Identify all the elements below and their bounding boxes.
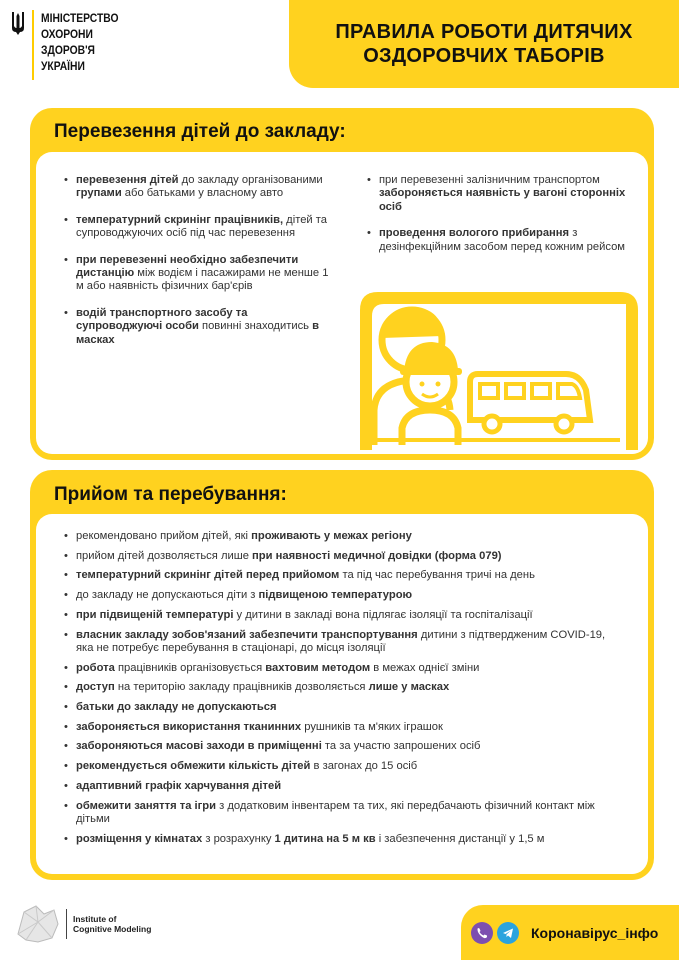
list-item (60, 681, 620, 694)
bus-children-illustration (350, 290, 640, 450)
list-item-text: температурний скринінг працівників, (76, 213, 284, 226)
list-item (60, 569, 620, 582)
list-item-text: проведення вологого прибирання (379, 227, 570, 240)
ministry-logo (10, 10, 131, 80)
list-item-text: водій транспортного засобу та супроводжуючі особи (76, 306, 248, 333)
list-item-text: при перевезенні залізничним транспортом (379, 174, 600, 186)
list-item (60, 609, 620, 622)
list-item-text: розміщення у кімнатах (76, 832, 203, 845)
list-item (60, 254, 330, 294)
icm-line: Cognitive Modeling (73, 924, 152, 934)
icm-mark-icon (14, 902, 62, 946)
list-item-text: з додатковим інвентарем та тих, які передбачають фізичний контакт між дітьми (76, 799, 595, 825)
list-item-text: обмежити заняття та ігри (76, 799, 217, 812)
list-item-text: та під час перебування тричі на день (339, 569, 535, 582)
channel-name[interactable]: Коронавірус_інфо (531, 924, 659, 941)
list-item-text: дітей та супроводжуючих осіб під час перевезення (76, 213, 327, 240)
stay-heading: Прийом та перебування: (54, 484, 287, 505)
ministry-line: УКРАЇНИ (41, 59, 85, 73)
list-item (60, 307, 330, 347)
transport-list-left (60, 174, 330, 360)
list-item-text: адаптивний графік харчування дітей (76, 779, 282, 792)
ministry-line: МІНІСТЕРСТВО (41, 11, 119, 25)
page-title (289, 0, 679, 88)
list-item (60, 214, 330, 241)
list-item-text: проживають у межах регіону (251, 530, 412, 542)
icm-name (73, 914, 151, 934)
list-item-text: у дитини в закладі вона підлягає ізоляції та госпіталізації (233, 608, 533, 621)
list-item (60, 800, 620, 827)
ministry-name (41, 10, 119, 80)
list-item-text: або батьками у власному авто (121, 187, 284, 200)
list-item-text: при наявності медичної довідки (форма 079) (252, 549, 502, 562)
list-item-text: рекомендується обмежити кількість дітей (76, 760, 311, 773)
list-item-text: повинні знаходитись (198, 320, 313, 333)
list-item (60, 701, 620, 714)
list-item-text: при перевезенні необхідно забезпечити дистанцію (76, 253, 299, 280)
list-item-text: в загонах до 15 осіб (310, 760, 418, 773)
ministry-line: ОХОРОНИ (41, 27, 93, 41)
transport-heading: Перевезення дітей до закладу: (54, 121, 346, 142)
list-item-text: на територію закладу працівників дозволяється (114, 681, 369, 694)
list-item-text: доступ (76, 681, 115, 694)
list-item (60, 780, 620, 793)
transport-list-right (363, 174, 633, 267)
footer-channel (461, 905, 679, 960)
list-item-text: забороняється наявність у вагоні сторонніх осіб (379, 187, 626, 213)
list-item (60, 589, 620, 602)
list-item-text: до закладу не допускаються діти з (76, 589, 259, 602)
list-item-text: при підвищеній температурі (76, 608, 234, 621)
list-item-text: власник закладу зобов'язаний забезпечити транспортування (76, 628, 418, 641)
icm-logo (14, 902, 151, 946)
title-line: ПРАВИЛА РОБОТИ ДИТЯЧИХ (335, 21, 633, 43)
list-item-text: між водієм і пасажирами не менше 1 м або наявність фізичних бар'єрів (76, 267, 329, 293)
list-item (60, 833, 620, 846)
list-item-text: 1 дитина на 5 м кв (274, 832, 376, 845)
list-item-text: перевезення дітей (76, 174, 179, 186)
list-item-text: температурний скринінг дітей перед прийомом (76, 569, 340, 582)
viber-icon[interactable] (471, 922, 493, 944)
list-item-text: і забезпечення дистанції у 1,5 м (375, 832, 545, 845)
list-item (60, 662, 620, 675)
list-item-text: в межах однієї зміни (370, 661, 480, 674)
ministry-line: ЗДОРОВ'Я (41, 43, 95, 57)
telegram-icon[interactable] (497, 922, 519, 944)
stay-list (60, 530, 620, 852)
list-item (60, 550, 620, 563)
list-item-text: рекомендовано прийом дітей, які (76, 530, 252, 542)
list-item (60, 740, 620, 753)
list-item-text: працівників організовується (114, 661, 266, 674)
list-item-text: з дезінфекційним засобом перед кожним рейсом (379, 227, 625, 253)
list-item (363, 227, 633, 254)
list-item-text: прийом дітей дозволяється лише (76, 549, 253, 562)
list-item-text: до закладу організованими (178, 174, 323, 186)
list-item (60, 174, 330, 201)
title-line: ОЗДОРОВЧИХ ТАБОРІВ (363, 45, 605, 67)
list-item-text: забороняються масові заходи в приміщенні (76, 740, 322, 753)
trident-icon (10, 10, 26, 36)
list-item-text: підвищеною температурою (258, 589, 413, 602)
list-item-text: дитини з підтвердженим COVID-19, яка не потребує перебування в стаціонарі, до місця ізоляції (76, 628, 606, 654)
list-item (60, 629, 620, 656)
list-item-text: батьки до закладу не допускаються (76, 701, 277, 714)
list-item-text: в масках (76, 320, 319, 346)
list-item-text: з розрахунку (202, 832, 275, 845)
icm-line: Institute of (73, 914, 117, 924)
icm-divider (66, 909, 67, 939)
list-item-text: вахтовим методом (265, 661, 371, 674)
ministry-divider (32, 10, 34, 80)
list-item-text: робота (76, 661, 115, 674)
list-item-text: та за участю запрошених осіб (321, 740, 481, 753)
list-item-text: забороняється використання тканинних (76, 720, 302, 733)
list-item (60, 721, 620, 734)
list-item (60, 760, 620, 773)
list-item-text: рушників та м'яких іграшок (301, 720, 443, 733)
list-item (60, 530, 620, 543)
list-item (363, 174, 633, 214)
list-item-text: лише у масках (368, 681, 450, 694)
list-item-text: групами (76, 187, 122, 200)
